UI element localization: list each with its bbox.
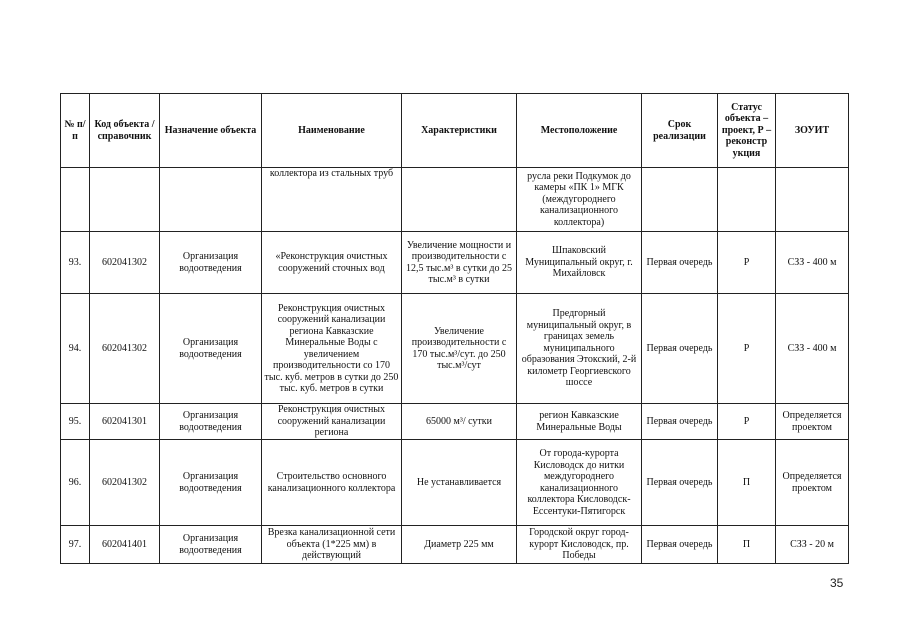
table-row [61, 168, 849, 232]
col-header-characteristics: Характеристики [402, 94, 517, 168]
cell-zouit: СЗЗ - 20 м [776, 526, 849, 564]
cell-name: Реконструкция очистных сооружений канализации региона [262, 404, 402, 440]
cell-location: Предгорный муниципальный округ, в границах земель муниципального образования Этокский, 2-й километр Георгиевского шоссе [517, 294, 642, 404]
cell-status: Р [718, 294, 776, 404]
cell-name: коллектора из стальных труб [262, 168, 402, 232]
cell-zouit: Определяется проектом [776, 440, 849, 526]
cell-number: 96. [61, 440, 90, 526]
cell-purpose: Организация водоотведения [160, 294, 262, 404]
cell-purpose: Организация водоотведения [160, 404, 262, 440]
col-header-status: Статус объекта – проект, Р – реконстр укция [718, 94, 776, 168]
cell-characteristics [402, 168, 517, 232]
cell-purpose [160, 168, 262, 232]
col-header-location: Местоположение [517, 94, 642, 168]
cell-name: Врезка канализационной сети объекта (1*225 мм) в действующий [262, 526, 402, 564]
cell-term: Первая очередь [642, 294, 718, 404]
cell-characteristics: Увеличение мощности и производительности с 12,5 тыс.м³ в сутки до 25 тыс.м³ в сутки [402, 232, 517, 294]
cell-status: П [718, 526, 776, 564]
cell-number: 94. [61, 294, 90, 404]
cell-term: Первая очередь [642, 440, 718, 526]
cell-characteristics: Увеличение производительности с 170 тыс.м³/сут. до 250 тыс.м³/сут [402, 294, 517, 404]
table-row [61, 526, 849, 564]
cell-name: Реконструкция очистных сооружений канализации региона Кавказские Минеральные Воды с увеличением производительности со 170 тыс. куб. метров в сутки до 250 тыс. куб. метров в сутки [262, 294, 402, 404]
cell-status: П [718, 440, 776, 526]
cell-code: 602041302 [90, 232, 160, 294]
cell-location: Шпаковский Муниципальный округ, г. Михайловск [517, 232, 642, 294]
cell-zouit: СЗЗ - 400 м [776, 294, 849, 404]
cell-location: регион Кавказские Минеральные Воды [517, 404, 642, 440]
col-header-number: № п/п [61, 94, 90, 168]
table-row [61, 404, 849, 440]
header-row [61, 94, 849, 168]
cell-purpose: Организация водоотведения [160, 232, 262, 294]
cell-term [642, 168, 718, 232]
col-header-purpose: Назначение объекта [160, 94, 262, 168]
cell-zouit: Определяется проектом [776, 404, 849, 440]
cell-term: Первая очередь [642, 404, 718, 440]
cell-status: Р [718, 404, 776, 440]
cell-location: русла реки Подкумок до камеры «ПК 1» МГК (междугороднего канализационного коллектора) [517, 168, 642, 232]
col-header-code: Код объекта / справочник [90, 94, 160, 168]
cell-purpose: Организация водоотведения [160, 526, 262, 564]
cell-zouit [776, 168, 849, 232]
cell-location: От города-курорта Кисловодск до нитки междугороднего канализационного коллектора Кисловодск-Ессентуки-Пятигорск [517, 440, 642, 526]
cell-number [61, 168, 90, 232]
col-header-name: Наименование [262, 94, 402, 168]
cell-number: 93. [61, 232, 90, 294]
cell-characteristics: 65000 м³/ сутки [402, 404, 517, 440]
page-number: 35 [830, 576, 844, 590]
cell-name: «Реконструкция очистных сооружений сточных вод [262, 232, 402, 294]
cell-number: 95. [61, 404, 90, 440]
cell-zouit: СЗЗ - 400 м [776, 232, 849, 294]
table-row [61, 232, 849, 294]
cell-status: Р [718, 232, 776, 294]
cell-purpose: Организация водоотведения [160, 440, 262, 526]
cell-characteristics: Не устанавливается [402, 440, 517, 526]
cell-number: 97. [61, 526, 90, 564]
cell-name: Строительство основного канализационного коллектора [262, 440, 402, 526]
cell-code: 602041301 [90, 404, 160, 440]
cell-code [90, 168, 160, 232]
main-table [60, 93, 849, 564]
cell-location: Городской округ город-курорт Кисловодск, пр. Победы [517, 526, 642, 564]
cell-code: 602041302 [90, 440, 160, 526]
cell-status [718, 168, 776, 232]
col-header-zouit: ЗОУИТ [776, 94, 849, 168]
table-row [61, 440, 849, 526]
cell-characteristics: Диаметр 225 мм [402, 526, 517, 564]
cell-term: Первая очередь [642, 526, 718, 564]
cell-code: 602041401 [90, 526, 160, 564]
col-header-term: Срок реализации [642, 94, 718, 168]
cell-term: Первая очередь [642, 232, 718, 294]
cell-code: 602041302 [90, 294, 160, 404]
table-row [61, 294, 849, 404]
